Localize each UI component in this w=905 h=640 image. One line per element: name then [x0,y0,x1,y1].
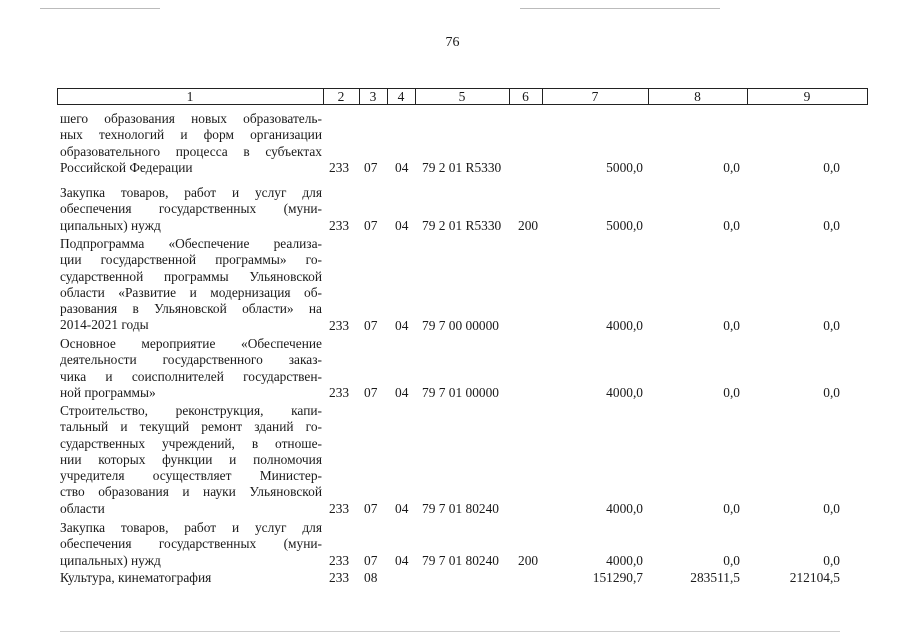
description-line: Подпрограмма «Обеспечение реализа- [60,236,322,251]
description-line: Закупка товаров, работ и услуг для [60,185,322,200]
cell-col-8: 0,0 [723,552,740,568]
cell-col-2: 233 [329,159,350,175]
table-row [0,570,905,586]
cell-col-4: 04 [395,552,409,568]
description-line: обеспечения государственных (муни- [60,536,322,552]
description-line: ной программы» [60,384,156,400]
description-line: сударственных учреждений, в отноше- [60,435,322,451]
description-line: области «Развитие и модернизация об- [60,284,322,300]
description-line: Культура, кинематография [60,570,212,585]
cell-col-8: 0,0 [723,217,740,233]
description-line: учредителя осуществляет Министер- [60,468,322,484]
row-description [60,111,322,176]
row-description [60,403,322,517]
cell-col-9: 0,0 [823,500,840,516]
table-row [0,236,905,334]
cell-col-3: 08 [364,570,378,585]
cell-col-5: 79 7 01 80240 [422,552,499,568]
cell-col-2: 233 [329,384,350,400]
cell-col-8: 0,0 [723,384,740,400]
description-line: Основное мероприятие «Обеспечение [60,336,322,351]
description-line: ципальных) нужд [60,552,161,568]
cell-col-8: 283511,5 [690,570,740,585]
scan-artifact [60,631,840,632]
column-divider [867,89,868,104]
cell-col-7: 4000,0 [606,552,643,568]
description-line: ство образования и науки Ульяновской [60,484,322,500]
cell-col-4: 04 [395,159,409,175]
cell-col-4: 04 [395,500,409,516]
row-description [60,336,322,401]
cell-col-9: 0,0 [823,317,840,333]
cell-col-3: 07 [364,500,378,516]
cell-col-7: 4000,0 [606,500,643,516]
description-line: деятельности государственного заказ- [60,352,322,368]
table-header [57,88,868,105]
description-line: Строительство, реконструкция, капи- [60,403,322,418]
table-row [0,111,905,176]
row-description [60,520,322,569]
cell-col-4: 04 [395,384,409,400]
cell-col-3: 07 [364,317,378,333]
description-line: чика и соисполнителей государствен- [60,368,322,384]
table-row [0,336,905,401]
description-line: Закупка товаров, работ и услуг для [60,520,322,535]
cell-col-9: 0,0 [823,217,840,233]
header-col-3: 3 [369,89,377,104]
cell-col-6: 200 [518,217,539,233]
cell-col-8: 0,0 [723,317,740,333]
cell-col-7: 151290,7 [592,570,643,585]
cell-col-8: 0,0 [723,500,740,516]
cell-col-2: 233 [329,317,350,333]
cell-col-3: 07 [364,217,378,233]
cell-col-2: 233 [329,500,350,516]
cell-col-4: 04 [395,217,409,233]
page-number: 76 [445,35,460,50]
description-line: разования в Ульяновской области» на [60,301,322,317]
cell-col-5: 79 7 01 80240 [422,500,499,516]
description-line: 2014-2021 годы [60,317,149,333]
description-line: сударственной программы Ульяновской [60,268,322,284]
table-row [0,520,905,569]
scan-artifact [520,8,720,9]
description-line: нии которых функции и полномочия [60,451,322,467]
cell-col-4: 04 [395,317,409,333]
cell-col-7: 5000,0 [606,159,643,175]
header-col-6: 6 [522,89,529,104]
cell-col-9: 0,0 [823,384,840,400]
cell-col-6: 200 [518,552,539,568]
row-description [60,236,322,334]
cell-col-9: 0,0 [823,159,840,175]
cell-col-3: 07 [364,552,378,568]
description-line: тальный и текущий ремонт зданий го- [60,419,322,435]
header-col-1: 1 [186,89,194,104]
header-col-4: 4 [397,89,405,104]
scan-artifact [40,8,160,9]
cell-col-8: 0,0 [723,159,740,175]
cell-col-2: 233 [329,570,350,585]
cell-col-7: 4000,0 [606,317,643,333]
description-line: Российской Федерации [60,159,193,175]
table-row [0,185,905,234]
cell-col-5: 79 2 01 R5330 [422,217,502,233]
row-description [60,185,322,234]
header-col-7: 7 [591,89,599,104]
cell-col-2: 233 [329,217,350,233]
row-description [60,570,322,586]
cell-col-9: 0,0 [823,552,840,568]
header-col-9: 9 [803,89,811,104]
cell-col-3: 07 [364,159,378,175]
cell-col-5: 79 2 01 R5330 [422,159,502,175]
header-col-2: 2 [337,89,345,104]
cell-col-7: 5000,0 [606,217,643,233]
description-line: области [60,500,105,516]
description-line: ципальных) нужд [60,217,161,233]
header-col-8: 8 [694,89,701,104]
cell-col-5: 79 7 00 00000 [422,317,499,333]
description-line: шего образования новых образователь- [60,111,322,126]
header-col-5: 5 [458,89,466,104]
cell-col-9: 212104,5 [789,570,840,585]
description-line: ных технологий и форм организации [60,127,322,143]
cell-col-3: 07 [364,384,378,400]
cell-col-2: 233 [329,552,350,568]
description-line: образовательного процесса в субъектах [60,143,322,159]
description-line: обеспечения государственных (муни- [60,201,322,217]
cell-col-5: 79 7 01 00000 [422,384,499,400]
description-line: ции государственной программы» го- [60,252,322,268]
cell-col-7: 4000,0 [606,384,643,400]
table-row [0,403,905,517]
